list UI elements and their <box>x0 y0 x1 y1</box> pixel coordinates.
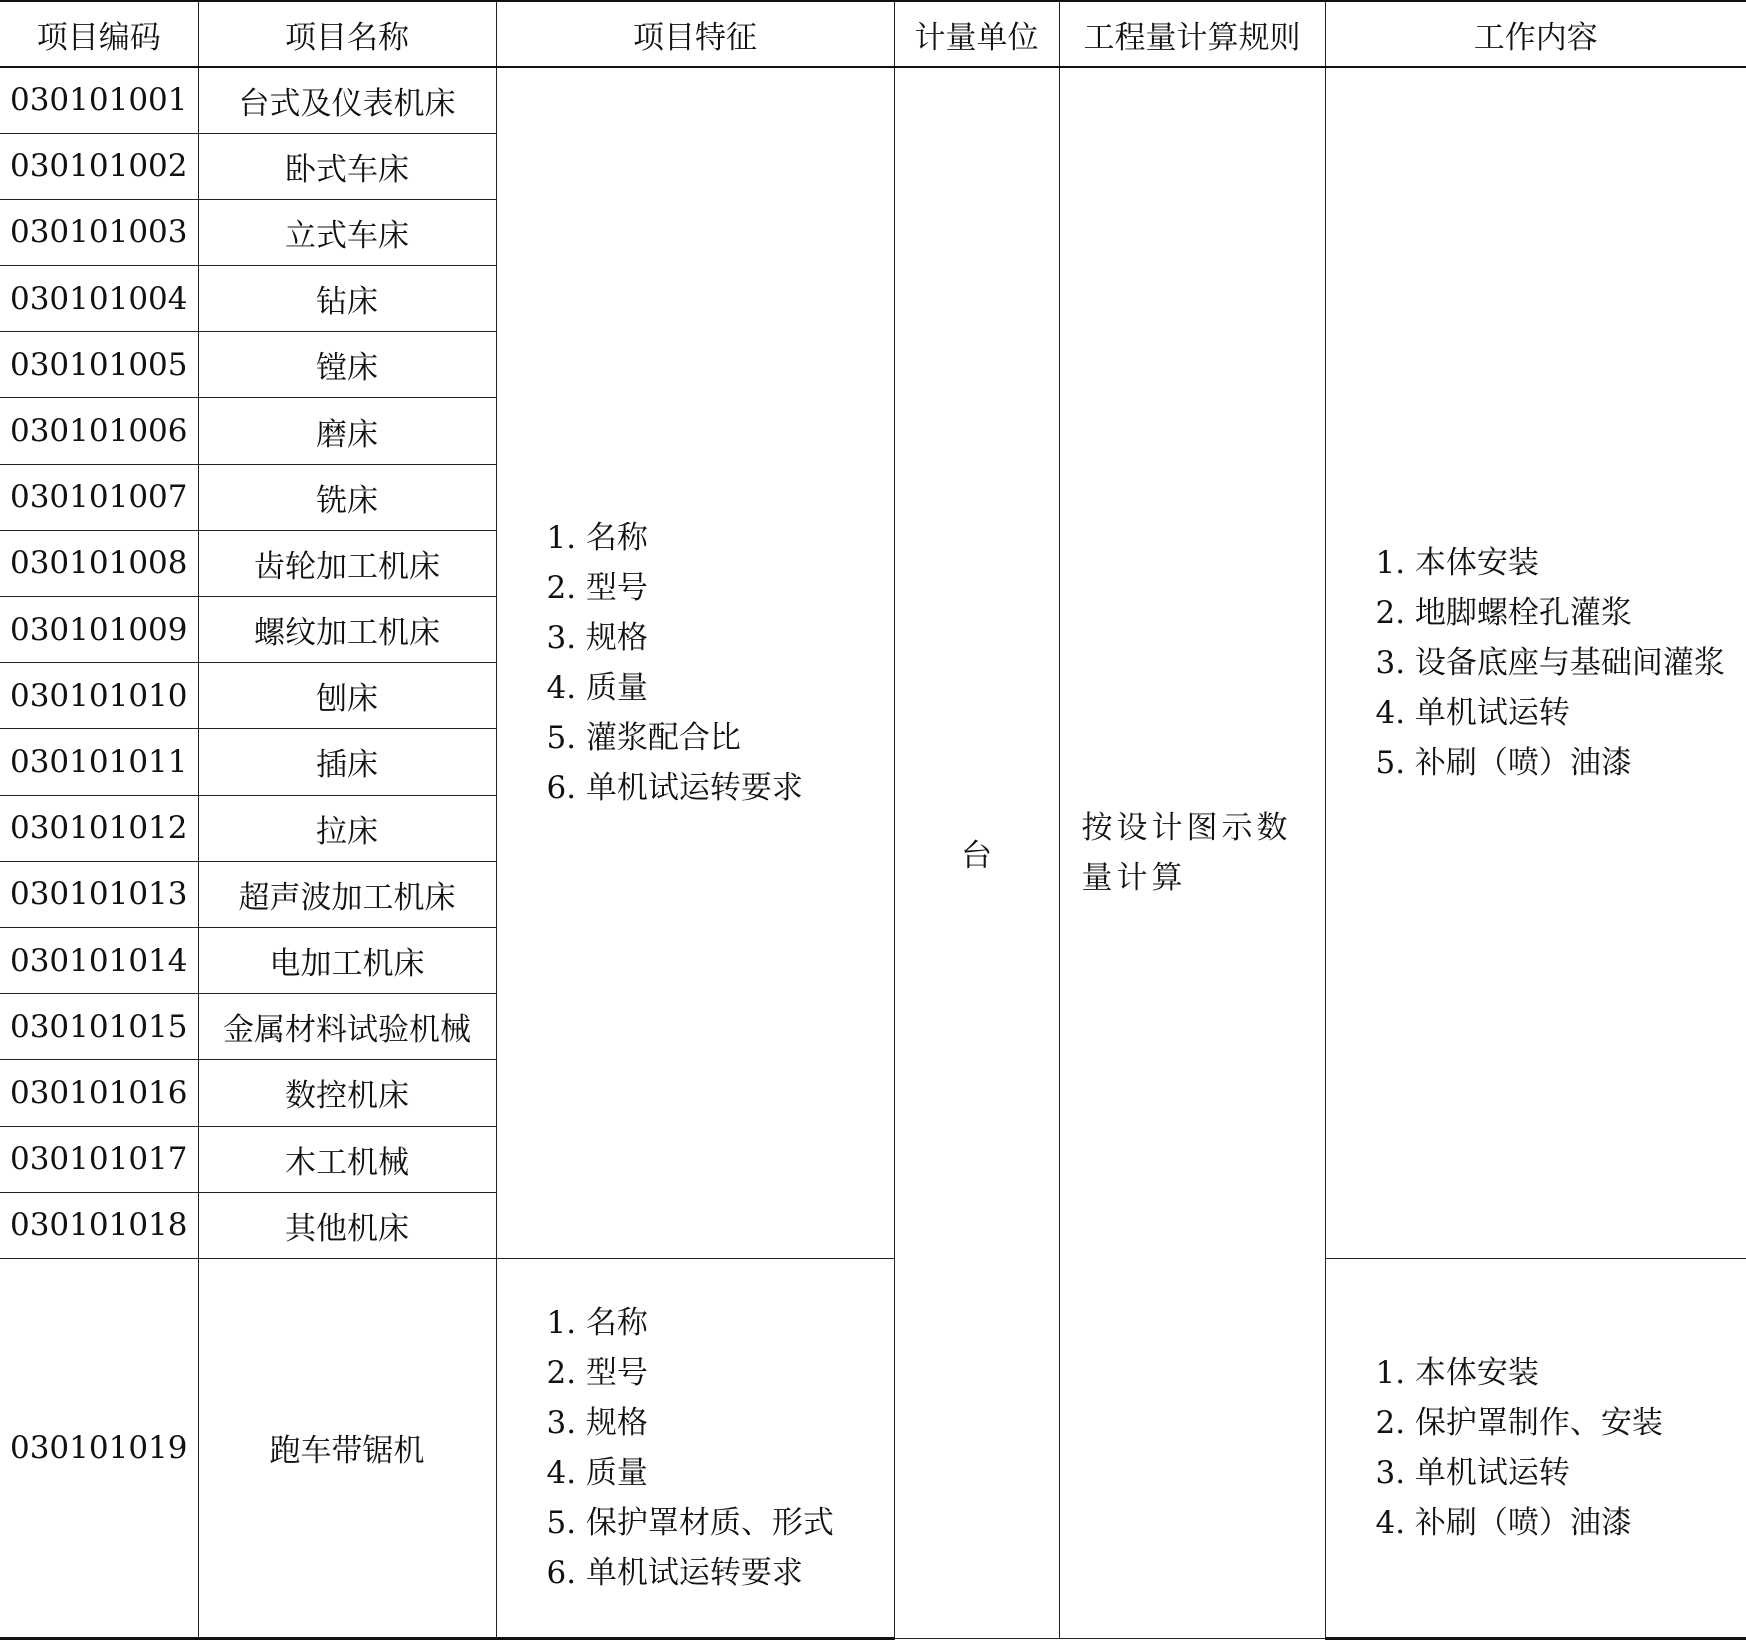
feature-item: 5. 灌浆配合比 <box>546 719 741 756</box>
item-name: 立式车床 <box>198 199 496 265</box>
work-item: 1. 本体安装 <box>1375 544 1539 581</box>
item-code: 030101013 <box>0 861 198 927</box>
item-code: 030101007 <box>0 464 198 530</box>
header-unit: 计量单位 <box>894 1 1059 67</box>
features-cell <box>496 1258 894 1638</box>
item-name: 电加工机床 <box>198 927 496 993</box>
work-item: 2. 保护罩制作、安装 <box>1375 1404 1663 1441</box>
header-features: 项目特征 <box>496 1 894 67</box>
item-code: 030101019 <box>0 1258 198 1638</box>
work-item: 2. 地脚螺栓孔灌浆 <box>1375 594 1632 631</box>
feature-item: 4. 质量 <box>546 669 648 706</box>
feature-item: 3. 规格 <box>546 619 648 656</box>
work-item: 1. 本体安装 <box>1375 1354 1539 1391</box>
item-name: 钻床 <box>198 266 496 332</box>
item-name: 卧式车床 <box>198 133 496 199</box>
feature-item: 3. 规格 <box>546 1404 648 1441</box>
item-code: 030101002 <box>0 133 198 199</box>
item-code: 030101004 <box>0 266 198 332</box>
header-code: 项目编码 <box>0 1 198 67</box>
item-code: 030101009 <box>0 597 198 663</box>
item-code: 030101010 <box>0 663 198 729</box>
item-name: 金属材料试验机械 <box>198 994 496 1060</box>
item-code: 030101001 <box>0 67 198 133</box>
item-name: 螺纹加工机床 <box>198 597 496 663</box>
feature-item: 4. 质量 <box>546 1454 648 1491</box>
work-cell <box>1325 67 1746 1258</box>
work-cell <box>1325 1258 1746 1638</box>
item-code: 030101017 <box>0 1126 198 1192</box>
item-code: 030101006 <box>0 398 198 464</box>
item-code: 030101015 <box>0 994 198 1060</box>
feature-item: 1. 名称 <box>546 1304 648 1341</box>
item-code: 030101014 <box>0 927 198 993</box>
item-code: 030101003 <box>0 199 198 265</box>
features-cell <box>496 67 894 1258</box>
feature-item: 6. 单机试运转要求 <box>546 1554 803 1591</box>
feature-item: 2. 型号 <box>546 1354 648 1391</box>
item-name: 拉床 <box>198 795 496 861</box>
table-row <box>0 67 1746 133</box>
work-item: 4. 单机试运转 <box>1375 694 1570 731</box>
item-name: 超声波加工机床 <box>198 861 496 927</box>
header-row <box>0 1 1746 67</box>
item-code: 030101018 <box>0 1192 198 1258</box>
item-code: 030101012 <box>0 795 198 861</box>
feature-item: 1. 名称 <box>546 519 648 556</box>
item-name: 跑车带锯机 <box>198 1258 496 1638</box>
item-code: 030101011 <box>0 729 198 795</box>
item-code: 030101008 <box>0 530 198 596</box>
item-name: 齿轮加工机床 <box>198 530 496 596</box>
item-name: 插床 <box>198 729 496 795</box>
header-rule: 工程量计算规则 <box>1059 1 1325 67</box>
rule-cell <box>1059 67 1325 1638</box>
item-name: 台式及仪表机床 <box>198 67 496 133</box>
item-name: 磨床 <box>198 398 496 464</box>
work-item: 5. 补刷（喷）油漆 <box>1375 744 1632 781</box>
unit-cell: 台 <box>894 67 1059 1638</box>
feature-item: 2. 型号 <box>546 569 648 606</box>
table-row <box>0 1258 1746 1638</box>
work-item: 4. 补刷（喷）油漆 <box>1375 1504 1632 1541</box>
calculation-rule: 按设计图示数量计算 <box>1081 809 1292 896</box>
header-work: 工作内容 <box>1325 1 1746 67</box>
item-name: 镗床 <box>198 332 496 398</box>
work-item: 3. 设备底座与基础间灌浆 <box>1375 644 1725 681</box>
feature-item: 5. 保护罩材质、形式 <box>546 1504 834 1541</box>
item-name: 其他机床 <box>198 1192 496 1258</box>
item-name: 木工机械 <box>198 1126 496 1192</box>
header-name: 项目名称 <box>198 1 496 67</box>
feature-item: 6. 单机试运转要求 <box>546 769 803 806</box>
work-item: 3. 单机试运转 <box>1375 1454 1570 1491</box>
item-name: 数控机床 <box>198 1060 496 1126</box>
item-name: 铣床 <box>198 464 496 530</box>
item-code: 030101016 <box>0 1060 198 1126</box>
item-name: 刨床 <box>198 663 496 729</box>
item-code: 030101005 <box>0 332 198 398</box>
